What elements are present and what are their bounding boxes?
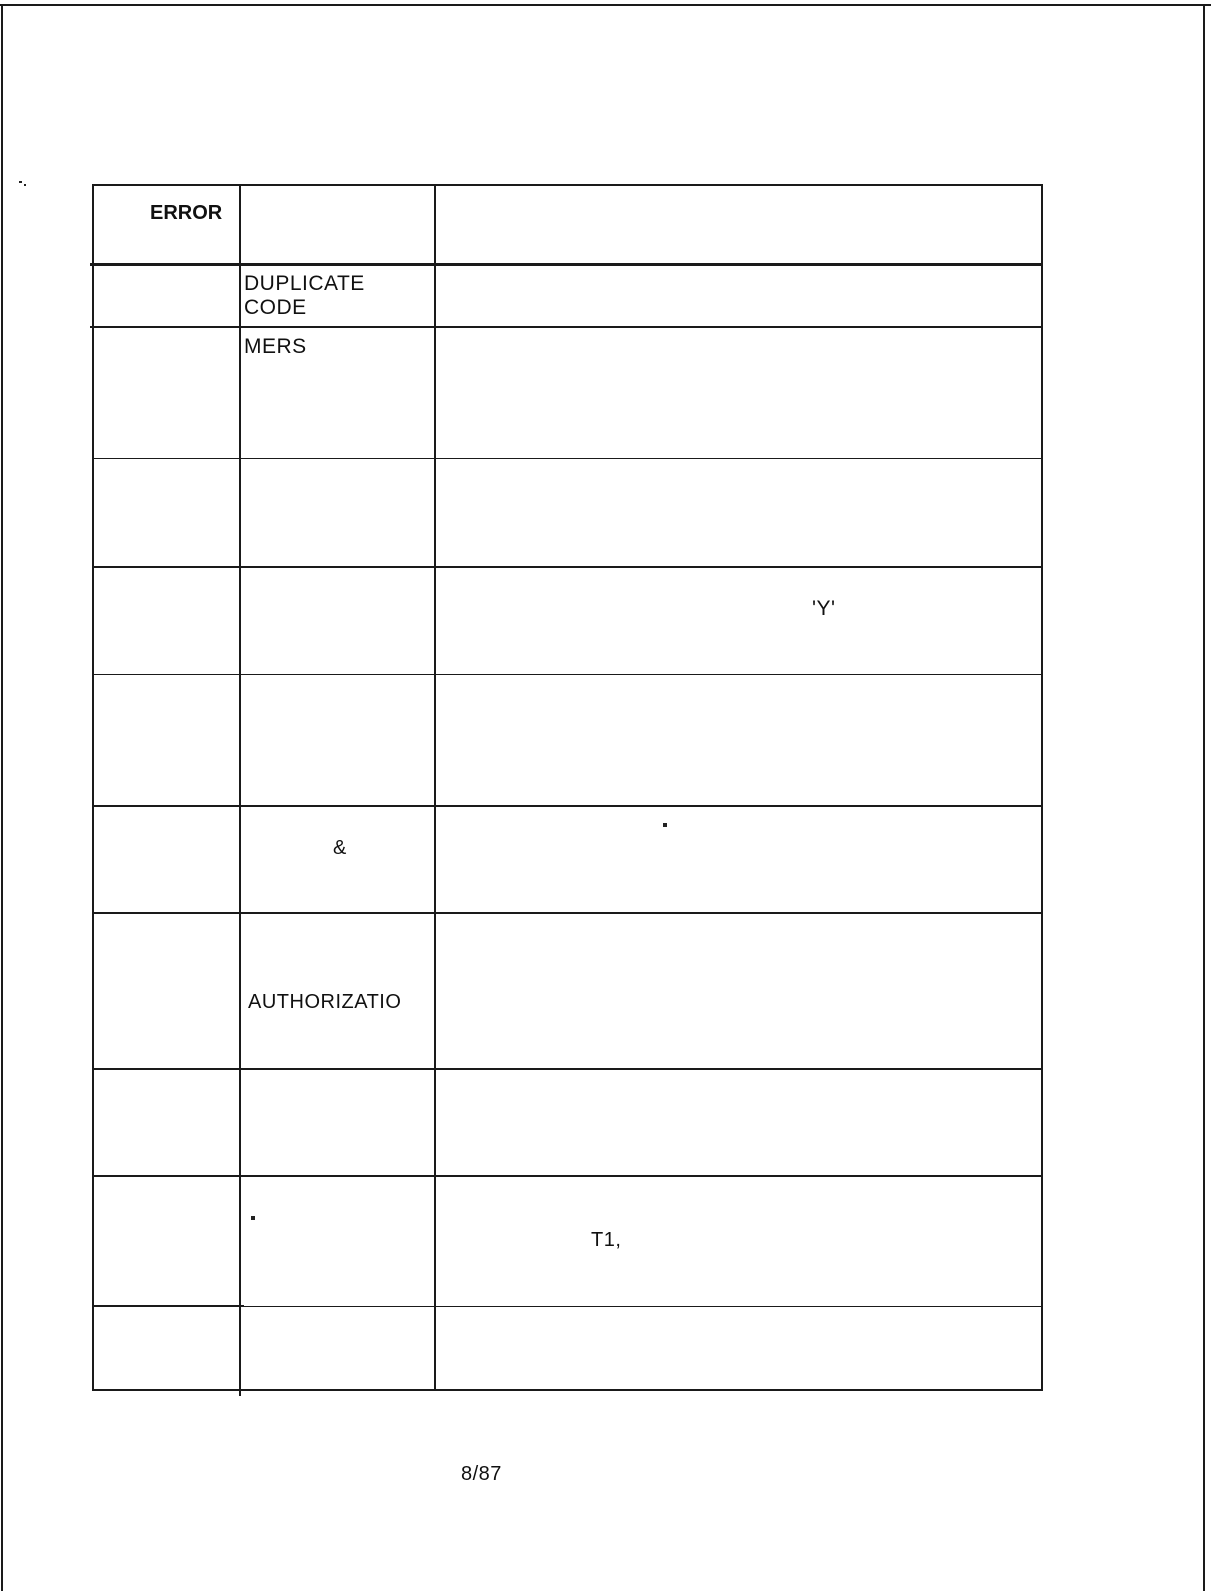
table-row-rule <box>92 1305 244 1307</box>
table-left-border <box>92 184 94 1391</box>
table-col-divider-2 <box>434 184 436 1391</box>
table-row-rule <box>92 805 1043 807</box>
row1-description-line1: DUPLICATE <box>244 272 365 295</box>
stray-mark <box>663 823 667 827</box>
table-row-rule <box>92 566 1043 568</box>
row1-description-line2: CODE <box>244 296 307 319</box>
stray-mark <box>251 1216 255 1220</box>
row6-description: & <box>333 837 347 859</box>
table-row-rule <box>244 1306 1043 1307</box>
table-row-rule <box>90 326 1042 328</box>
table-row-rule <box>92 674 1043 675</box>
table-header-rule <box>90 263 1042 266</box>
table-bottom-border <box>92 1389 1043 1391</box>
table-top-border <box>92 184 1043 186</box>
row9-detail: T1, <box>591 1229 622 1251</box>
page-right-border <box>1203 6 1205 1591</box>
header-error-label: ERROR <box>150 202 223 224</box>
row4-detail: 'Y' <box>812 597 836 620</box>
stray-mark <box>19 181 22 183</box>
table-row-rule <box>92 458 1043 459</box>
table-right-border <box>1041 184 1043 1391</box>
footer-page-date: 8/87 <box>461 1463 502 1485</box>
page-left-border <box>1 4 3 1591</box>
row7-description: AUTHORIZATIO <box>248 991 402 1013</box>
row2-description: MERS <box>244 335 307 358</box>
page-top-border <box>0 4 1211 6</box>
table-row-rule <box>92 1175 1043 1177</box>
table-row-rule <box>92 912 1043 914</box>
table-col-divider-1 <box>239 184 241 1396</box>
table-row-rule <box>92 1068 1043 1070</box>
stray-mark <box>24 184 26 186</box>
